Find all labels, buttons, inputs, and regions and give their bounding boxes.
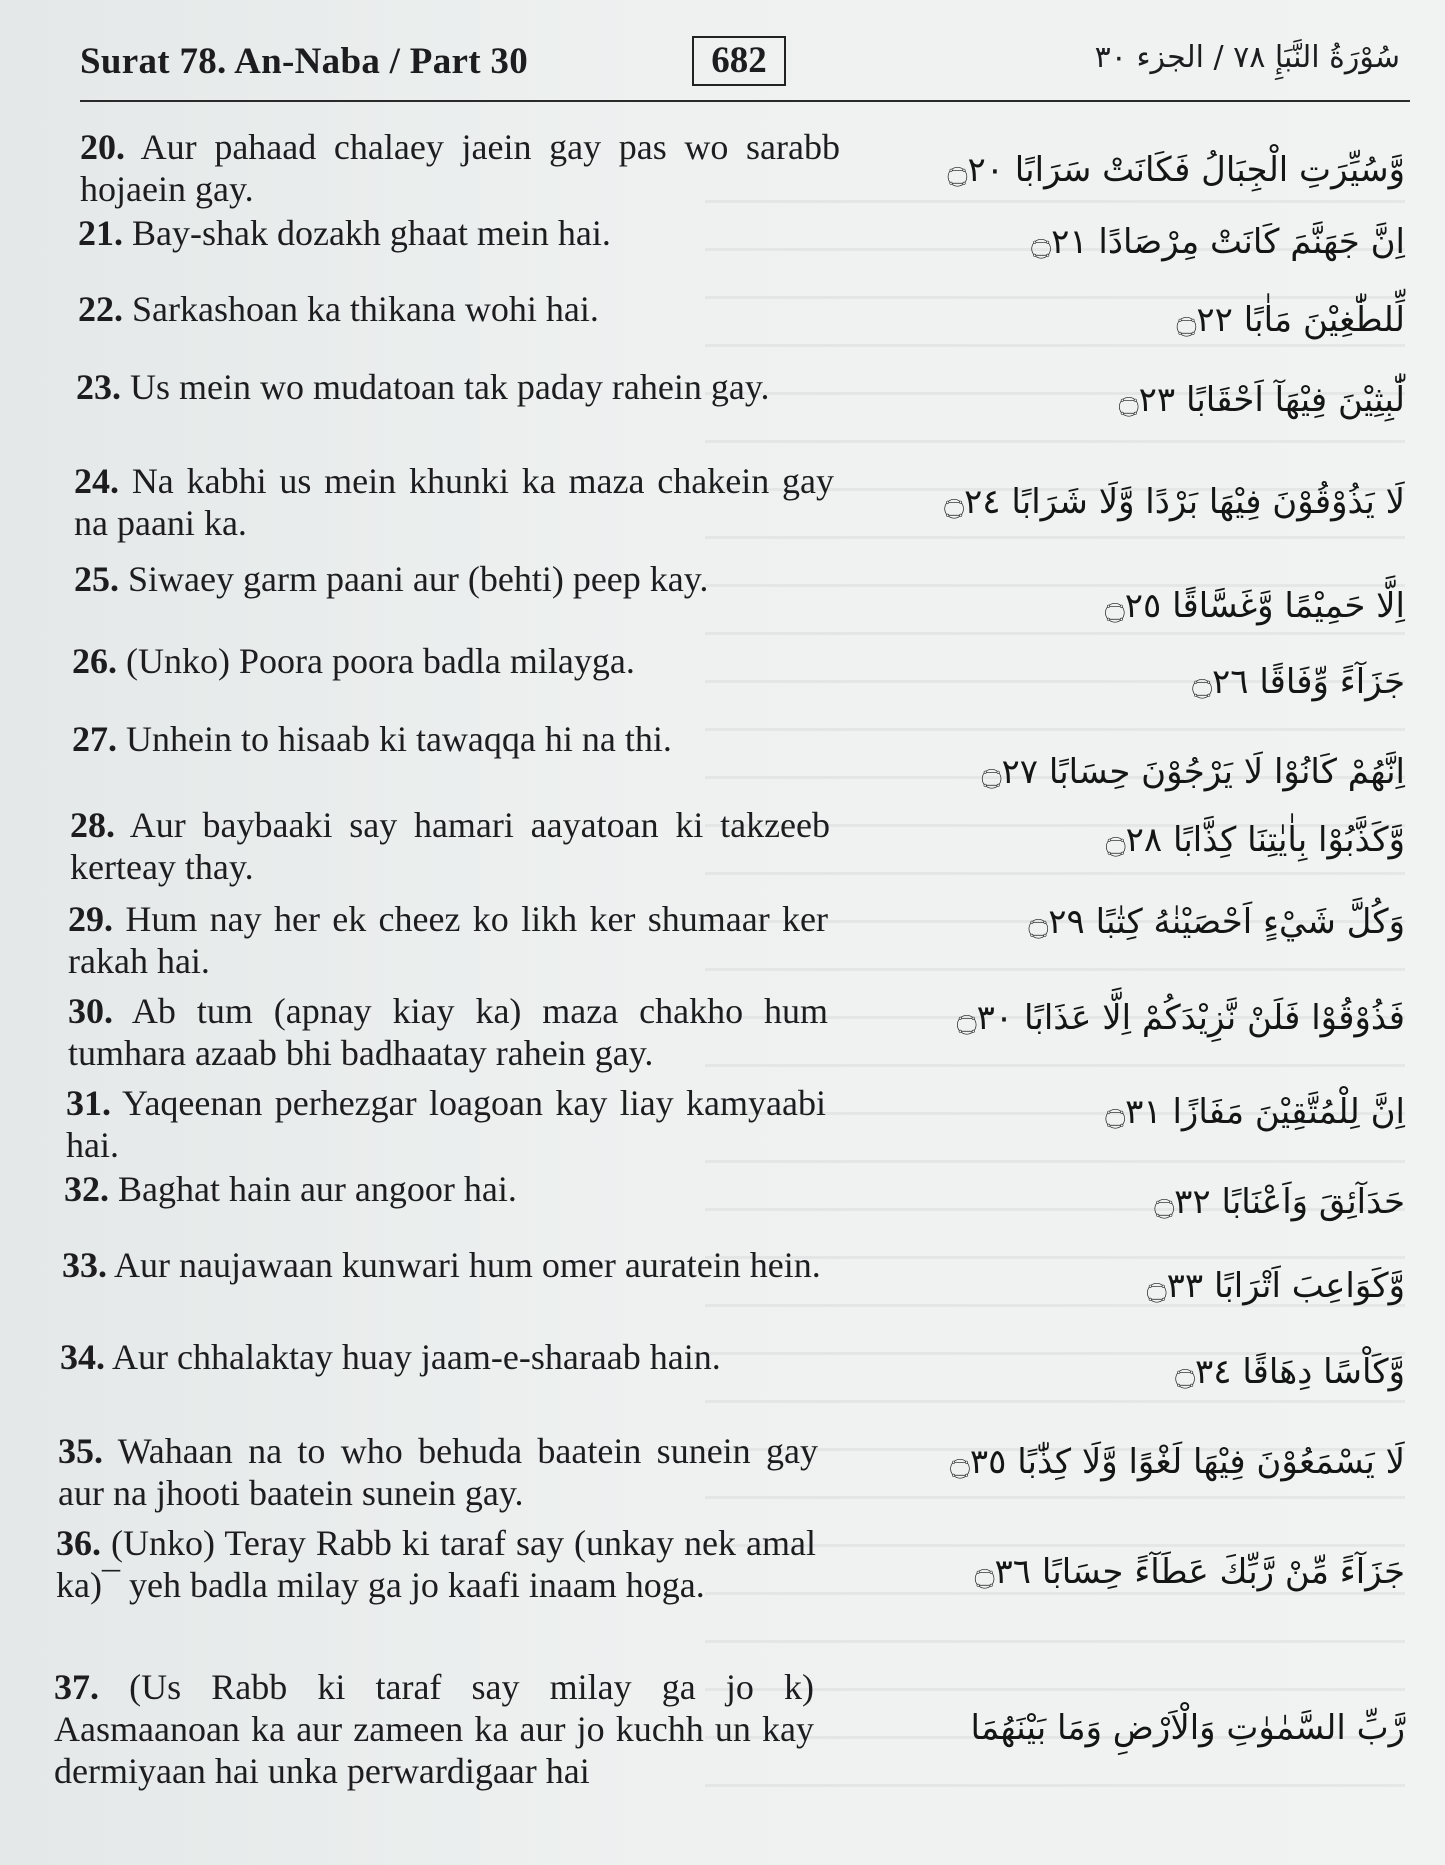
verse-number: 28.	[70, 805, 115, 845]
verse-number: 25.	[74, 559, 119, 599]
verse-translation	[68, 990, 828, 1074]
arabic-verse: حَدَآئِقَ وَاَعْنَابًا ۝٣٢	[1154, 1182, 1405, 1222]
verse-translation	[60, 1336, 820, 1378]
verse-number: 24.	[74, 461, 119, 501]
verse-translation	[68, 898, 828, 982]
verse-translation	[70, 804, 830, 888]
verse-text: (Unko) Poora poora badla milayga.	[126, 641, 635, 681]
verse-text: Sarkashoan ka thikana wohi hai.	[132, 289, 599, 329]
arabic-verse: وَّكَاْسًا دِهَاقًا ۝٣٤	[1175, 1352, 1405, 1392]
arabic-verse: اِنَّ جَهَنَّمَ كَانَتْ مِرْصَادًا ۝٢١	[1031, 222, 1405, 262]
arabic-surah-title: سُوْرَةُ النَّبَإِ ٧٨ / الجزء ٣٠	[1094, 40, 1400, 75]
arabic-verse: اِلَّا حَمِيْمًا وَّغَسَّاقًا ۝٢٥	[1104, 586, 1405, 626]
verse-text: Aur baybaaki say hamari aayatoan ki takzeeb kerteay thay.	[70, 805, 831, 887]
verse-number: 35.	[58, 1431, 103, 1471]
verse-number: 31.	[66, 1083, 111, 1123]
verse-translation	[80, 126, 840, 210]
arabic-verse: لِّلطّٰغِيْنَ مَاٰبًا ۝٢٢	[1176, 300, 1405, 340]
verse-text: Aur chhalaktay huay jaam-e-sharaab hain.	[112, 1337, 721, 1377]
arabic-verse: اِنَّهُمْ كَانُوْا لَا يَرْجُوْنَ حِسَابًا ۝٢٧	[981, 752, 1405, 792]
verse-translation	[54, 1666, 814, 1792]
page-number-box: 682	[692, 36, 786, 86]
arabic-verse: وَّسُيِّرَتِ الْجِبَالُ فَكَانَتْ سَرَابًا ۝٢٠	[947, 150, 1405, 190]
arabic-verse: لّٰبِثِيْنَ فِيْهَآ اَحْقَابًا ۝٢٣	[1118, 380, 1405, 420]
verse-text: Bay-shak dozakh ghaat mein hai.	[132, 213, 611, 253]
verse-translation	[58, 1430, 818, 1514]
arabic-verse: جَزَآءً وِّفَاقًا ۝٢٦	[1192, 662, 1405, 702]
verse-text: (Unko) Teray Rabb ki taraf say (unkay nek amal ka)¯ yeh badla milay ga jo kaafi inaam hoga.	[56, 1523, 816, 1605]
verse-translation	[72, 718, 832, 760]
verse-text: (Us Rabb ki taraf say milay ga jo k) Aasmaanoan ka aur zameen ka aur jo kuchh un kay dermiyaan hai unka perwardigaar hai	[54, 1667, 814, 1791]
arabic-verse: وَكُلَّ شَيْءٍ اَحْصَيْنٰهُ كِتٰبًا ۝٢٩	[1028, 902, 1405, 942]
verse-text: Unhein to hisaab ki tawaqqa hi na thi.	[126, 719, 672, 759]
verse-translation	[78, 212, 838, 254]
arabic-verse: فَذُوْقُوْا فَلَنْ نَّزِيْدَكُمْ اِلَّا عَذَابًا ۝٣٠	[956, 998, 1405, 1038]
verse-number: 30.	[68, 991, 113, 1031]
arabic-verse: وَّكَوَاعِبَ اَتْرَابًا ۝٣٣	[1146, 1266, 1405, 1306]
verse-text: Na kabhi us mein khunki ka maza chakein gay na paani ka.	[74, 461, 834, 543]
verse-translation	[74, 460, 834, 544]
verse-number: 37.	[54, 1667, 99, 1707]
verse-number: 32.	[64, 1169, 109, 1209]
arabic-verse: لَا يَسْمَعُوْنَ فِيْهَا لَغْوًا وَّلَا كِذّٰبًا ۝٣٥	[949, 1442, 1405, 1482]
verse-text: Siwaey garm paani aur (behti) peep kay.	[128, 559, 709, 599]
verse-text: Ab tum (apnay kiay ka) maza chakho hum tumhara azaab bhi badhaatay rahein gay.	[68, 991, 829, 1073]
verse-text: Baghat hain aur angoor hai.	[118, 1169, 517, 1209]
verse-translation	[62, 1244, 822, 1286]
verse-number: 20.	[80, 127, 125, 167]
arabic-verse: اِنَّ لِلْمُتَّقِيْنَ مَفَازًا ۝٣١	[1105, 1092, 1405, 1132]
verse-translation	[56, 1522, 816, 1606]
verse-translation	[64, 1168, 824, 1210]
verse-text: Aur naujawaan kunwari hum omer auratein hein.	[114, 1245, 821, 1285]
verse-number: 23.	[76, 367, 121, 407]
verse-text: Us mein wo mudatoan tak paday rahein gay.	[130, 367, 770, 407]
verse-number: 34.	[60, 1337, 105, 1377]
verse-text: Wahaan na to who behuda baatein sunein gay aur na jhooti baatein sunein gay.	[58, 1431, 818, 1513]
page-header	[80, 30, 1410, 102]
surah-part-title: Surat 78. An-Naba / Part 30	[80, 41, 528, 82]
verse-translation	[72, 640, 832, 682]
verse-number: 21.	[78, 213, 123, 253]
verse-text: Hum nay her ek cheez ko likh ker shumaar ker rakah hai.	[68, 899, 828, 981]
verse-number: 33.	[62, 1245, 107, 1285]
arabic-verse: وَّكَذَّبُوْا بِاٰيٰتِنَا كِذَّابًا ۝٢٨	[1105, 820, 1405, 860]
verse-number: 22.	[78, 289, 123, 329]
verse-translation	[66, 1082, 826, 1166]
arabic-verse: جَزَآءً مِّنْ رَّبِّكَ عَطَآءً حِسَابًا ۝٣٦	[974, 1552, 1405, 1592]
verse-text: Yaqeenan perhezgar loagoan kay liay kamyaabi hai.	[66, 1083, 826, 1165]
verse-translation	[78, 288, 838, 330]
verse-number: 27.	[72, 719, 117, 759]
arabic-verse: رَّبِّ السَّمٰوٰتِ وَالْاَرْضِ وَمَا بَيْنَهُمَا	[970, 1708, 1405, 1748]
verse-number: 29.	[68, 899, 113, 939]
verse-text: Aur pahaad chalaey jaein gay pas wo sarabb hojaein gay.	[80, 127, 840, 209]
verse-number: 36.	[56, 1523, 101, 1563]
verse-translation	[74, 558, 834, 600]
verse-number: 26.	[72, 641, 117, 681]
arabic-verse: لَا يَذُوْقُوْنَ فِيْهَا بَرْدًا وَّلَا شَرَابًا ۝٢٤	[944, 482, 1405, 522]
verse-translation	[76, 366, 836, 408]
